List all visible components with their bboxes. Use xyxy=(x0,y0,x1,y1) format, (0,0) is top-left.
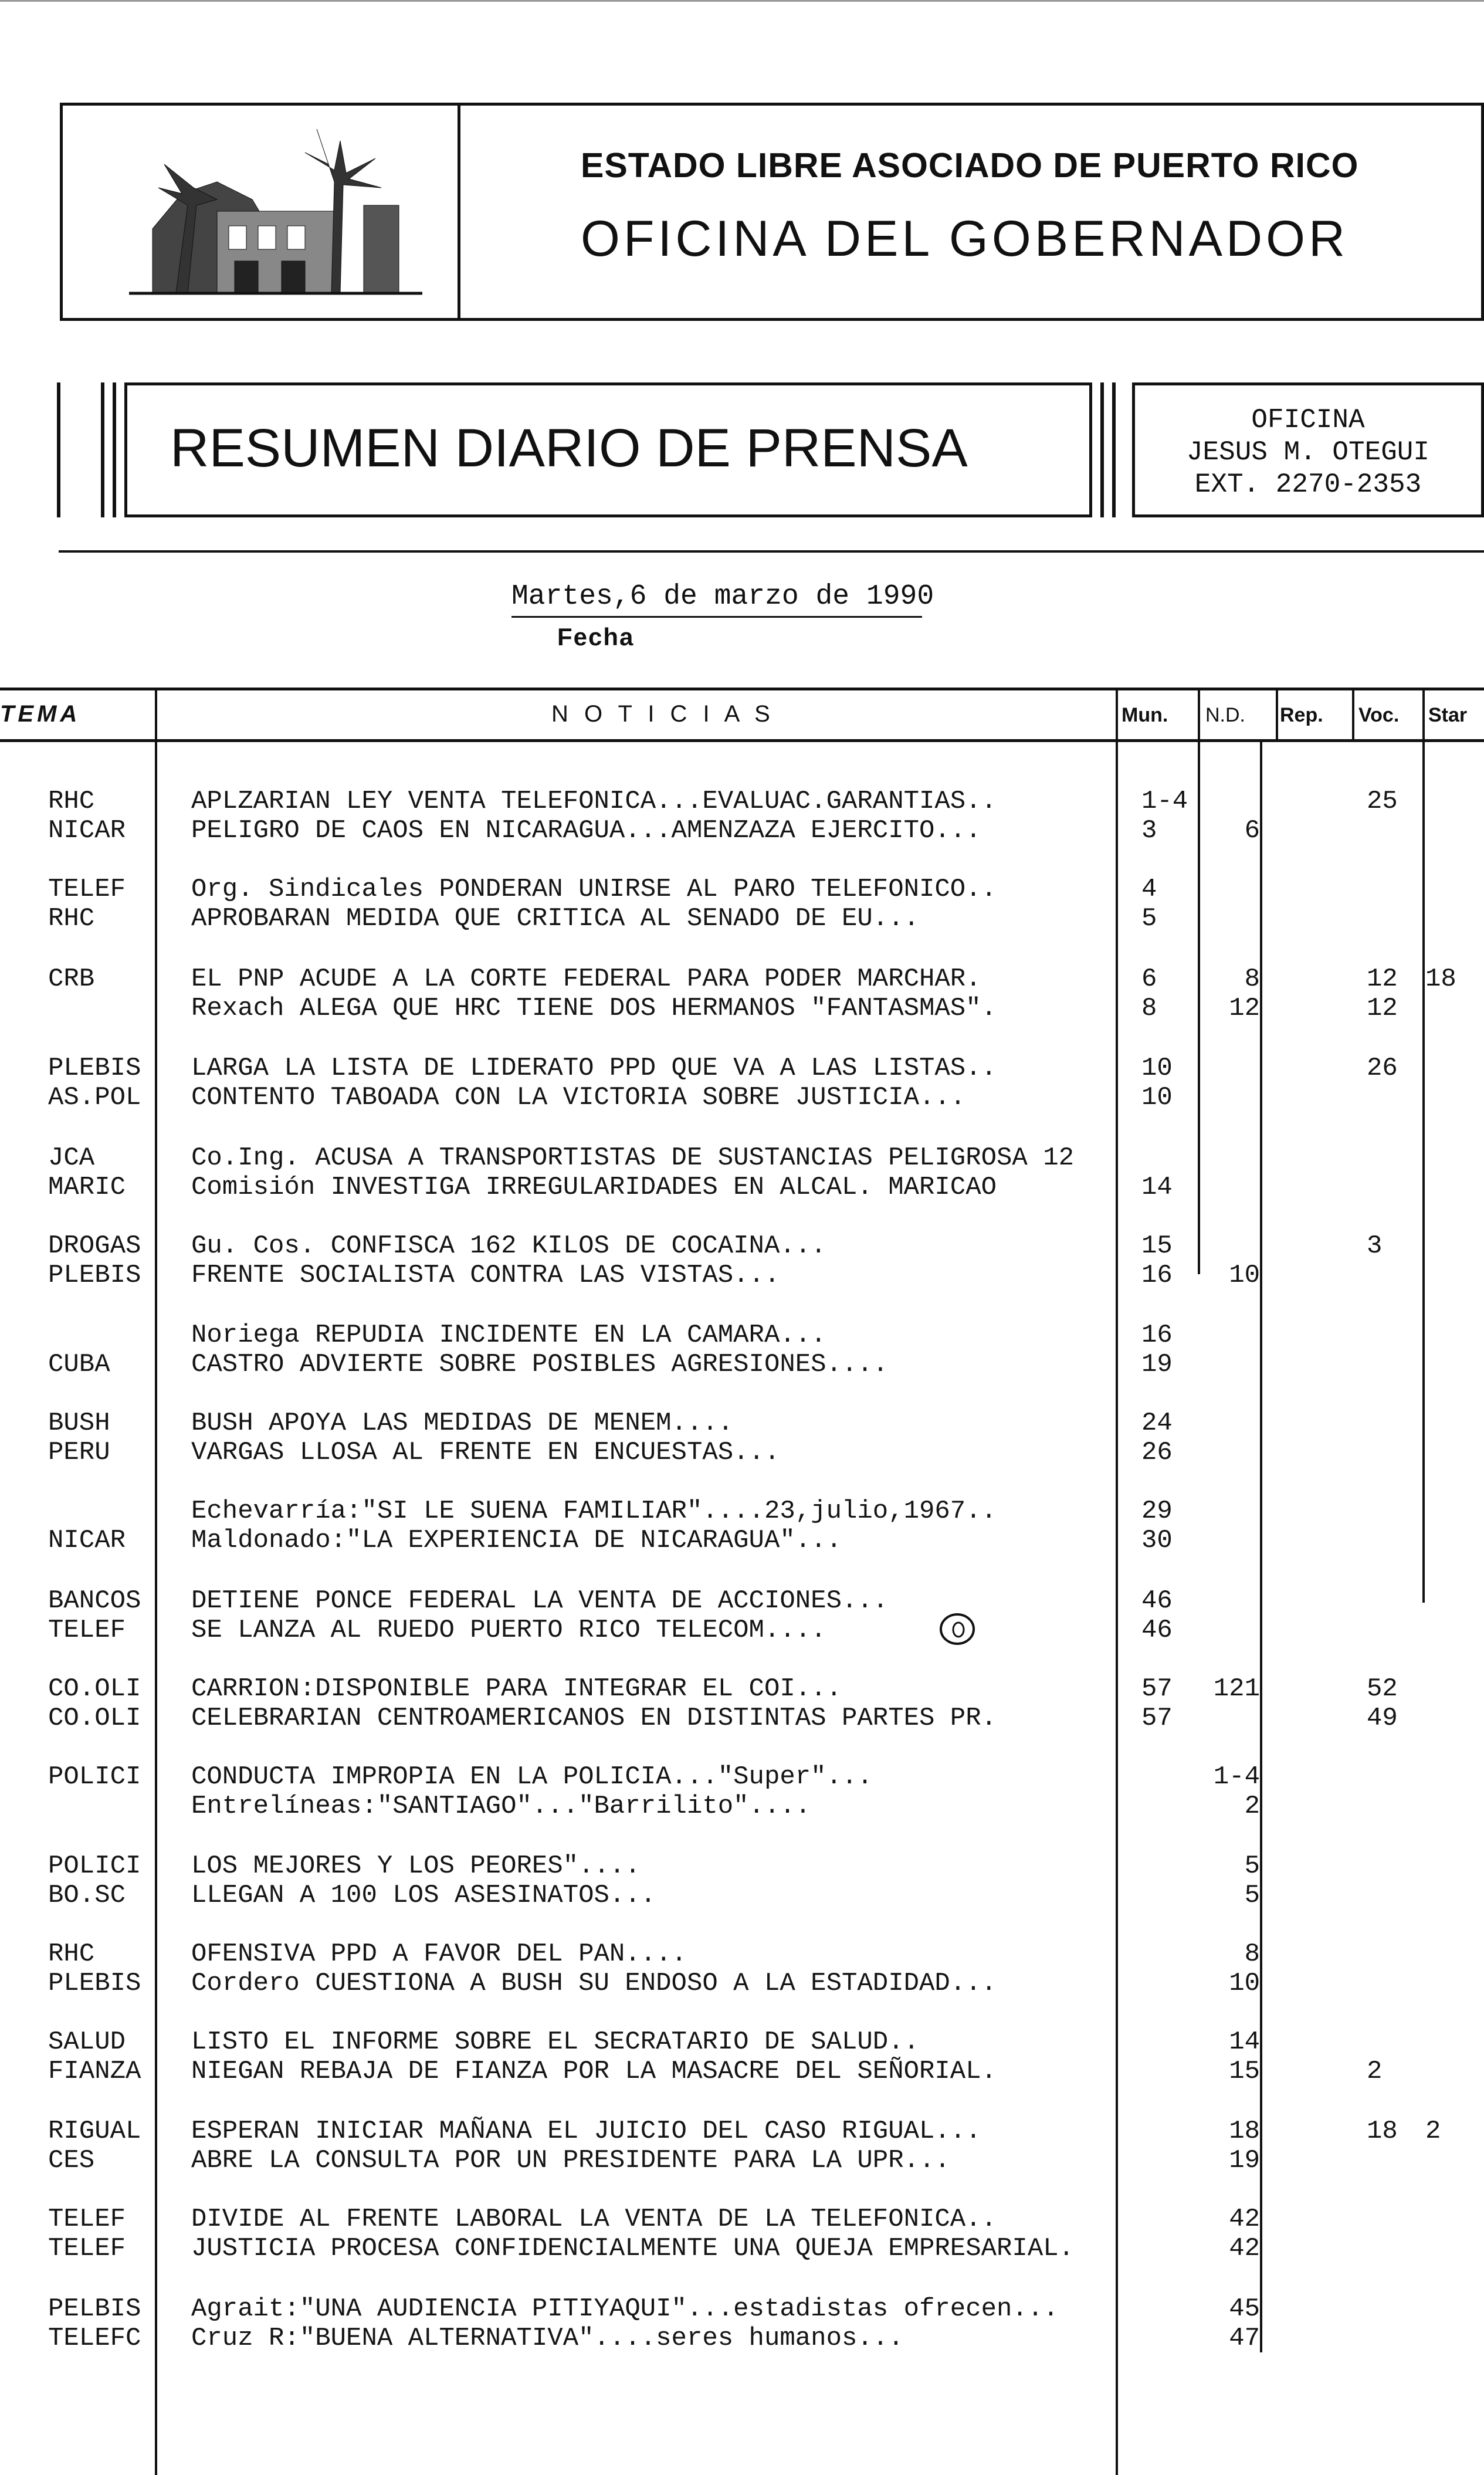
row-nd: 2 xyxy=(1244,1792,1260,1821)
header-line1: ESTADO LIBRE ASOCIADO DE PUERTO RICO xyxy=(581,146,1359,185)
table-row xyxy=(0,1082,1484,1113)
row-news: LISTO EL INFORME SOBRE EL SECRATARIO DE SALUD.. xyxy=(191,2027,920,2057)
row-tema: BANCOS xyxy=(48,1586,141,1616)
row-mun: 8 xyxy=(1141,994,1157,1023)
row-news: Cordero CUESTIONA A BUSH SU ENDOSO A LA ESTADIDAD... xyxy=(191,1969,997,1998)
header-line2: OFICINA DEL GOBERNADOR xyxy=(581,211,1349,267)
row-voc: 25 xyxy=(1367,787,1398,816)
table-row xyxy=(0,2233,1484,2264)
table-row xyxy=(0,1437,1484,1468)
emblem-divider xyxy=(458,103,460,321)
row-tema: CO.OLI xyxy=(48,1704,141,1733)
row-tema: PLEBIS xyxy=(48,1261,141,1290)
row-voc: 18 xyxy=(1367,2117,1398,2146)
col-header-tema: TEMA xyxy=(0,701,81,727)
row-tema: TELEF xyxy=(48,2205,126,2234)
row-news: DIVIDE AL FRENTE LABORAL LA VENTA DE LA TELEFONICA.. xyxy=(191,2205,997,2234)
table-row xyxy=(0,1496,1484,1526)
col-header-noticias: N O T I C I A S xyxy=(551,701,775,727)
row-news: Org. Sindicales PONDERAN UNIRSE AL PARO TELEFONICO.. xyxy=(191,875,997,904)
title-bar-right-2 xyxy=(1112,382,1116,517)
table-row xyxy=(0,2116,1484,2146)
row-news: LARGA LA LISTA DE LIDERATO PPD QUE VA A LAS LISTAS.. xyxy=(191,1054,997,1083)
col-header-mun: Mun. xyxy=(1122,704,1168,726)
col-header-star: Star xyxy=(1428,704,1468,726)
row-voc: 49 xyxy=(1367,1704,1398,1733)
row-news: Noriega REPUDIA INCIDENTE EN LA CAMARA... xyxy=(191,1321,826,1350)
row-news: DETIENE PONCE FEDERAL LA VENTA DE ACCIONES... xyxy=(191,1586,889,1616)
row-nd: 45 xyxy=(1229,2294,1260,2324)
row-tema: NICAR xyxy=(48,816,126,845)
row-star: 2 xyxy=(1425,2117,1441,2146)
table-row xyxy=(0,964,1484,994)
top-rule xyxy=(0,0,1484,2)
row-nd: 14 xyxy=(1229,2027,1260,2057)
row-mun: 26 xyxy=(1141,1438,1173,1467)
row-mun: 5 xyxy=(1141,904,1157,933)
row-voc: 3 xyxy=(1367,1231,1383,1261)
row-news: Agrait:"UNA AUDIENCIA PITIYAQUI"...estadistas ofrecen... xyxy=(191,2294,1059,2324)
row-tema: BUSH xyxy=(48,1409,110,1438)
row-tema: CUBA xyxy=(48,1350,110,1379)
row-mun: 57 xyxy=(1141,1704,1173,1733)
row-mun: 16 xyxy=(1141,1321,1173,1350)
row-tema: MARIC xyxy=(48,1173,126,1202)
row-news: EL PNP ACUDE A LA CORTE FEDERAL PARA PODER MARCHAR. xyxy=(191,964,981,994)
row-mun: 10 xyxy=(1141,1054,1173,1083)
row-tema: AS.POL xyxy=(48,1083,141,1112)
row-nd: 8 xyxy=(1244,1939,1260,1969)
row-mun: 16 xyxy=(1141,1261,1173,1290)
row-mun: 14 xyxy=(1141,1173,1173,1202)
title-bar-left-1 xyxy=(57,382,60,517)
row-tema: RIGUAL xyxy=(48,2117,141,2146)
col-header-rep: Rep. xyxy=(1280,704,1323,726)
row-tema: PELBIS xyxy=(48,2294,141,2324)
row-mun: 3 xyxy=(1141,816,1157,845)
row-news: PELIGRO DE CAOS EN NICARAGUA...AMENZAZA EJERCITO... xyxy=(191,816,981,845)
row-news: SE LANZA AL RUEDO PUERTO RICO TELECOM.... xyxy=(191,1616,826,1645)
row-voc: 26 xyxy=(1367,1054,1398,1083)
title-bar-right-1 xyxy=(1100,382,1104,517)
row-news: VARGAS LLOSA AL FRENTE EN ENCUESTAS... xyxy=(191,1438,780,1467)
row-news: LLEGAN A 100 LOS ASESINATOS... xyxy=(191,1881,656,1910)
table-row xyxy=(0,2056,1484,2087)
table-row xyxy=(0,993,1484,1024)
row-tema: RHC xyxy=(48,1939,95,1969)
row-tema: POLICI xyxy=(48,1762,141,1792)
row-tema: CRB xyxy=(48,964,95,994)
table-row xyxy=(0,2145,1484,2176)
row-mun: 30 xyxy=(1141,1526,1173,1555)
row-tema: PLEBIS xyxy=(48,1054,141,1083)
row-voc: 52 xyxy=(1367,1674,1398,1704)
table-row xyxy=(0,1053,1484,1084)
table-row xyxy=(0,1762,1484,1792)
table-row xyxy=(0,1791,1484,1821)
separator-line xyxy=(59,550,1484,553)
row-mun: 10 xyxy=(1141,1083,1173,1112)
row-mun: 4 xyxy=(1141,875,1157,904)
row-mun: 1-4 xyxy=(1141,787,1188,816)
row-nd: 121 xyxy=(1213,1674,1260,1704)
page-title: RESUMEN DIARIO DE PRENSA xyxy=(170,418,968,478)
row-news: ABRE LA CONSULTA POR UN PRESIDENTE PARA LA UPR... xyxy=(191,2146,950,2175)
row-nd: 18 xyxy=(1229,2117,1260,2146)
row-news: CONDUCTA IMPROPIA EN LA POLICIA..."Super"... xyxy=(191,1762,873,1792)
row-star: 18 xyxy=(1425,964,1456,994)
row-news: Gu. Cos. CONFISCA 162 KILOS DE COCAINA... xyxy=(191,1231,826,1261)
row-tema: RHC xyxy=(48,787,95,816)
table-row xyxy=(0,1172,1484,1203)
row-tema: TELEF xyxy=(48,2234,126,2263)
row-nd: 6 xyxy=(1244,816,1260,845)
row-news: LOS MEJORES Y LOS PEORES".... xyxy=(191,1851,641,1881)
row-mun: 15 xyxy=(1141,1231,1173,1261)
row-nd: 42 xyxy=(1229,2234,1260,2263)
table-row xyxy=(0,1939,1484,1969)
row-tema: DROGAS xyxy=(48,1231,141,1261)
row-tema: BO.SC xyxy=(48,1881,126,1910)
col-header-nd: N.D. xyxy=(1205,704,1245,726)
table-row xyxy=(0,1260,1484,1291)
table-row xyxy=(0,2323,1484,2354)
row-news: Echevarría:"SI LE SUENA FAMILIAR"....23,julio,1967.. xyxy=(191,1496,997,1526)
row-news: Rexach ALEGA QUE HRC TIENE DOS HERMANOS "FANTASMAS". xyxy=(191,994,997,1023)
table-row xyxy=(0,1968,1484,1999)
table-row xyxy=(0,1880,1484,1911)
table-row xyxy=(0,903,1484,934)
row-news: APROBARAN MEDIDA QUE CRITICA AL SENADO DE EU... xyxy=(191,904,920,933)
row-nd: 5 xyxy=(1244,1881,1260,1910)
row-tema: POLICI xyxy=(48,1851,141,1881)
row-tema: SALUD xyxy=(48,2027,126,2057)
table-row xyxy=(0,1525,1484,1556)
date-label: Fecha xyxy=(557,623,635,651)
row-news: APLZARIAN LEY VENTA TELEFONICA...EVALUAC.GARANTIAS.. xyxy=(191,787,997,816)
row-mun: 57 xyxy=(1141,1674,1173,1704)
row-nd: 10 xyxy=(1229,1261,1260,1290)
row-news: CONTENTO TABOADA CON LA VICTORIA SOBRE JUSTICIA... xyxy=(191,1083,966,1112)
row-news: CELEBRARIAN CENTROAMERICANOS EN DISTINTAS PARTES PR. xyxy=(191,1704,997,1733)
row-news: NIEGAN REBAJA DE FIANZA POR LA MASACRE DEL SEÑORIAL. xyxy=(191,2057,997,2086)
row-tema: FIANZA xyxy=(48,2057,141,2086)
table-row xyxy=(0,1320,1484,1350)
row-nd: 42 xyxy=(1229,2205,1260,2234)
table-row xyxy=(0,815,1484,846)
table-row xyxy=(0,1408,1484,1438)
row-news: JUSTICIA PROCESA CONFIDENCIALMENTE UNA QUEJA EMPRESARIAL. xyxy=(191,2234,1075,2263)
row-tema: TELEF xyxy=(48,1616,126,1645)
row-mun: 19 xyxy=(1141,1350,1173,1379)
row-tema: TELEFC xyxy=(48,2324,141,2353)
date-value: Martes,6 de marzo de 1990 xyxy=(511,581,934,612)
row-news: Cruz R:"BUENA ALTERNATIVA"....seres humanos... xyxy=(191,2324,904,2353)
table-row xyxy=(0,786,1484,817)
row-tema: PLEBIS xyxy=(48,1969,141,1998)
table-header-top-line xyxy=(0,688,1484,690)
office-line3: EXT. 2270-2353 xyxy=(1194,469,1422,500)
row-news: OFENSIVA PPD A FAVOR DEL PAN.... xyxy=(191,1939,687,1969)
row-news: Entrelíneas:"SANTIAGO"..."Barrilito".... xyxy=(191,1792,811,1821)
row-tema: PERU xyxy=(48,1438,110,1467)
table-row xyxy=(0,1143,1484,1173)
row-nd: 8 xyxy=(1244,964,1260,994)
row-news: CARRION:DISPONIBLE PARA INTEGRAR EL COI... xyxy=(191,1674,842,1704)
row-voc: 12 xyxy=(1367,964,1398,994)
row-mun: 46 xyxy=(1141,1586,1173,1616)
row-news: BUSH APOYA LAS MEDIDAS DE MENEM.... xyxy=(191,1409,734,1438)
table-row xyxy=(0,874,1484,905)
row-tema: CO.OLI xyxy=(48,1674,141,1704)
row-mun: 24 xyxy=(1141,1409,1173,1438)
col-header-voc: Voc. xyxy=(1358,704,1400,726)
table-row xyxy=(0,1615,1484,1646)
row-tema: NICAR xyxy=(48,1526,126,1555)
table-row xyxy=(0,1586,1484,1616)
office-line1: OFICINA xyxy=(1251,405,1365,435)
table-row xyxy=(0,1674,1484,1704)
row-nd: 19 xyxy=(1229,2146,1260,2175)
col-rule-voc xyxy=(1352,688,1354,742)
row-news: FRENTE SOCIALISTA CONTRA LAS VISTAS... xyxy=(191,1261,780,1290)
row-news: Maldonado:"LA EXPERIENCIA DE NICARAGUA"... xyxy=(191,1526,842,1555)
row-nd: 15 xyxy=(1229,2057,1260,2086)
table-row xyxy=(0,2294,1484,2324)
title-bar-left-3 xyxy=(113,382,116,517)
col-rule-rep xyxy=(1276,688,1278,742)
handwritten-circle-mark xyxy=(937,1610,977,1647)
date-underline xyxy=(511,616,922,618)
row-mun: 46 xyxy=(1141,1616,1173,1645)
row-news: ESPERAN INICIAR MAÑANA EL JUICIO DEL CASO RIGUAL... xyxy=(191,2117,981,2146)
row-tema: JCA xyxy=(48,1143,95,1173)
row-mun: 29 xyxy=(1141,1496,1173,1526)
row-nd: 12 xyxy=(1229,994,1260,1023)
table-row xyxy=(0,1851,1484,1881)
row-voc: 2 xyxy=(1367,2057,1383,2086)
row-nd: 10 xyxy=(1229,1969,1260,1998)
row-tema: RHC xyxy=(48,904,95,933)
table-row xyxy=(0,1231,1484,1261)
table-row xyxy=(0,2027,1484,2057)
row-news: Comisión INVESTIGA IRREGULARIDADES EN ALCAL. MARICAO xyxy=(191,1173,997,1202)
row-tema: TELEF xyxy=(48,875,126,904)
building-emblem xyxy=(129,117,422,311)
table-row xyxy=(0,1349,1484,1380)
row-news: CASTRO ADVIERTE SOBRE POSIBLES AGRESIONES.... xyxy=(191,1350,889,1379)
row-nd: 1-4 xyxy=(1213,1762,1260,1792)
title-bar-left-2 xyxy=(101,382,104,517)
row-tema: CES xyxy=(48,2146,95,2175)
row-mun: 6 xyxy=(1141,964,1157,994)
table-row xyxy=(0,2204,1484,2234)
row-news: Co.Ing. ACUSA A TRANSPORTISTAS DE SUSTANCIAS PELIGROSA 12 xyxy=(191,1143,1075,1173)
row-nd: 5 xyxy=(1244,1851,1260,1881)
office-line2: JESUS M. OTEGUI xyxy=(1186,437,1430,468)
table-row xyxy=(0,1703,1484,1733)
row-nd: 47 xyxy=(1229,2324,1260,2353)
row-voc: 12 xyxy=(1367,994,1398,1023)
